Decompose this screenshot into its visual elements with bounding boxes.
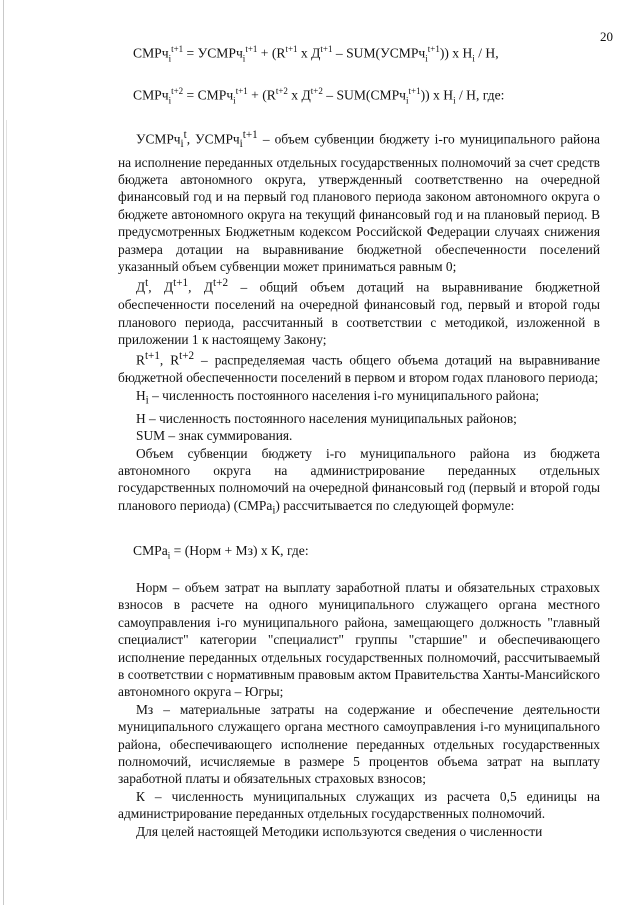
scan-edge-line-faint	[6, 120, 7, 820]
paragraph-d: $Д^t$, $Д^{t+1}$, $Д^{t+2}$ – общий объем дотаций на выравнивание бюджетной обеспеченности поселений на очередной финансовый год, первый и второй годы планового периода, рассчитанный в соответствии с методикой, изложенной в приложении 1 к настоящему Закону;	[118, 277, 600, 348]
formula-smra: СМРа$_i$ = (Норм + Мз) x К, где:	[133, 543, 309, 561]
paragraph-hi: $H_i$ – численность постоянного населения i-го муниципального района;	[136, 387, 540, 407]
paragraph-k: К – численность муниципальных служащих из расчета 0,5 единицы на администрирование переданных отдельных государственных полномочий.	[118, 788, 600, 822]
scan-edge-line	[3, 0, 4, 905]
text-block-definitions	[118, 127, 600, 520]
paragraph-subvention-admin: Объем субвенции бюджету i-го муниципального района из бюджета автономного округа на администрирование переданных отдельных государственных полномочий на очередной финансовый год (первый и второй годы планового периода) (СМРа$_i$) рассчитывается по следующей формуле:	[118, 445, 600, 517]
paragraph-sum: SUM – знак суммирования.	[136, 428, 293, 444]
paragraph-methodology: Для целей настоящей Методики используются сведения о численности	[136, 823, 543, 839]
paragraph-usmr: УСМРч$_i^t$, УСМРч$_i^{t+1}$ – объем субвенции бюджету i-го муниципального района на исполнение переданных отдельных государственных полномочий за счет средств бюджета автономного округа, утвержденный соответственно на очередной финансовый год и на первый год планового периода законом автономного округа о бюджете автономного округа на текущий финансовый год и на плановый период. В предусмотренных Бюджетным кодексом Российской Федерации случаях снижения размера дотации на выравнивание бюджетной обеспеченности поселений указанный объем субвенции может приниматься равным 0;	[118, 129, 600, 274]
formula-smr-t2: СМРч$_i^{t+2}$ = СМРч$_i^{t+1}$ + ($R^{t+2}$ x $Д^{t+2}$ – SUM(СМРч$_i^{t+1}$)) x $H_i$ / H, где:	[133, 86, 505, 106]
page-number: 20	[600, 29, 613, 44]
paragraph-r: $R^{t+1}$, $R^{t+2}$ – распределяемая часть общего объема дотаций на выравнивание бюджетной обеспеченности поселений в первом и втором годах планового периода;	[118, 350, 600, 386]
paragraph-mz: Мз – материальные затраты на содержание и обеспечение деятельности муниципального служащего органа местного самоуправления i-го муниципального района, обеспечивающего исполнение переданных отдельных государственных полномочий, исчисляемые в размере 5 процентов объема затрат на выплату заработной платы и обязательных страховых взносов;	[118, 701, 600, 787]
paragraph-norm: Норм – объем затрат на выплату заработной платы и обязательных страховых взносов в расчете на одного муниципального служащего органа местного самоуправления i-го муниципального района, замещающего должность "главный специалист" категории "специалист" группы "старшие" и обеспечивающего исполнение переданных отдельных государственных полномочий, рассчитываемый в соответствии с нормативным правовым актом Правительства Ханты-Мансийского автономного округа – Югры;	[118, 580, 600, 700]
paragraph-h: H – численность постоянного населения муниципальных районов;	[136, 410, 517, 426]
formula-smr-t1: СМРч$_i^{t+1}$ = УСМРч$_i^{t+1}$ + ($R^{t+1}$ x $Д^{t+1}$ – SUM(УСМРч$_i^{t+1}$)) x $H_i$ / H,	[133, 44, 499, 64]
text-block-norm	[118, 579, 600, 840]
